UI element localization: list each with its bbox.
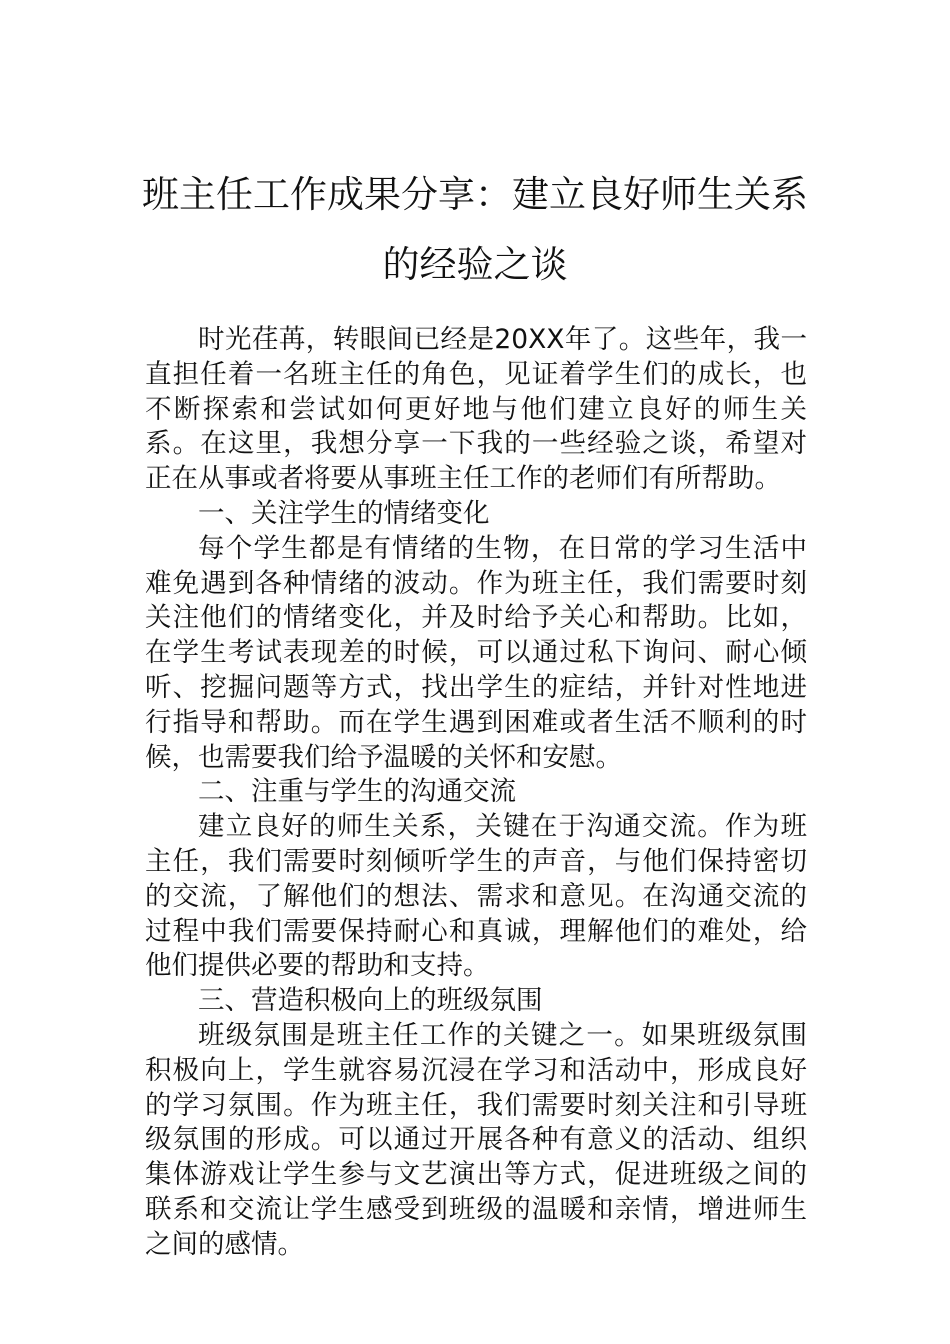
- title-line-1: 班主任工作成果分享：建立良好师生关系: [142, 173, 808, 216]
- section-heading-3: 三、营造积极向上的班级氛围: [198, 985, 543, 1017]
- paragraph-section-2: 建立良好的师生关系，关键在于沟通交流。作为班主任，我们需要时刻倾听学生的声音，与他们保持密切的交流，了解他们的想法、需求和意见。在沟通交流的过程中我们需要保持耐心和真诚，理解他们的难处，给他们提供必要的帮助和支持。: [145, 811, 807, 982]
- section-heading-2: 二、注重与学生的沟通交流: [198, 776, 516, 808]
- paragraph-section-1: 每个学生都是有情绪的生物，在日常的学习生活中难免遇到各种情绪的波动。作为班主任，我们需要时刻关注他们的情绪变化，并及时给予关心和帮助。比如，在学生考试表现差的时候，可以通过私下询问、耐心倾听、挖掘问题等方式，找出学生的症结，并针对性地进行指导和帮助。而在学生遇到困难或者生活不顺利的时候，也需要我们给予温暖的关怀和安慰。: [145, 532, 807, 773]
- paragraph-section-3: 班级氛围是班主任工作的关键之一。如果班级氛围积极向上，学生就容易沉浸在学习和活动中，形成良好的学习氛围。作为班主任，我们需要时刻关注和引导班级氛围的形成。可以通过开展各种有意义的活动、组织集体游戏让学生参与文艺演出等方式，促进班级之间的联系和交流让学生感受到班级的温暖和亲情，增进师生之间的感情。: [145, 1019, 807, 1260]
- section-heading-1: 一、关注学生的情绪变化: [198, 497, 490, 529]
- title-line-2: 的经验之谈: [382, 243, 568, 286]
- paragraph-intro: 时光荏苒，转眼间已经是20XX年了。这些年，我一直担任着一名班主任的角色，见证着学生们的成长，也不断探索和尝试如何更好地与他们建立良好的师生关系。在这里，我想分享一下我的一些经验之谈，希望对正在从事或者将要从事班主任工作的老师们有所帮助。: [145, 324, 807, 495]
- document-title: [120, 160, 830, 300]
- document-body: [145, 323, 807, 1263]
